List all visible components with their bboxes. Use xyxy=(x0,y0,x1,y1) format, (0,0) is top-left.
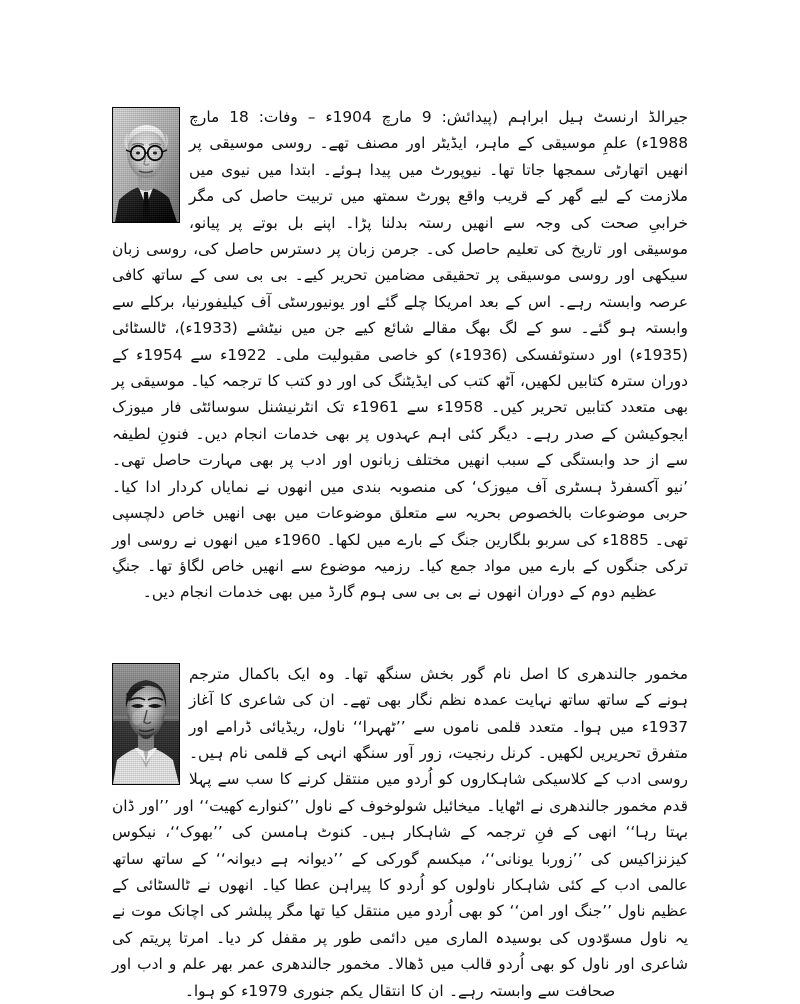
article-makhmoor-jalandhari xyxy=(112,661,688,1004)
portrait-frame xyxy=(113,664,179,784)
article-gerald-abraham xyxy=(112,104,688,606)
article-body-text: مخمور جالندھری کا اصل نام گور بخش سنگھ تھا۔ وہ ایک باکمال مترجم ہونے کے ساتھ ساتھ نہایت عمدہ نظم نگار بھی تھے۔ ان کی شاعری کا آغاز 1937ء میں ہوا۔ متعدد قلمی ناموں سے ’’ٹھہرا‘‘ ناول، ریڈیائی ڈرامے اور متفرق تحریریں لکھیں۔ کرنل رنجیت، زور آور سنگھ انہی کے قلمی نام ہیں۔ روسی ادب کے کلاسیکی شاہکاروں کو اُردو میں منتقل کرنے کا سب سے پہلا قدم مخمور جالندھری نے اٹھایا۔ میخائیل شولوخوف کے ناول ’’کنوارے کھیت‘‘ اور ’’اور ڈان بہتا رہا‘‘ انھی کے فنِ ترجمہ کے شاہکار ہیں۔ کنوٹ ہامسن کی ’’بھوک‘‘، نیکوس کیزنزاکیس کی ’’زوربا یونانی‘‘، میکسم گورکی کے ’’دیوانہ ہے دیوانہ‘‘ کے ساتھ ساتھ عالمی ادب کے کئی شاہکار ناولوں کو اُردو کا پیراہن عطا کیا۔ انھوں نے ٹالسٹائی کے عظیم ناول ’’جنگ اور امن‘‘ کو بھی اُردو میں منتقل کیا تھا مگر پبلشر کی اچانک موت نے یہ ناول مسوّدوں کی بوسیدہ الماری میں دائمی طور پر مقفل کر دیا۔ امرتا پریتم کی شاعری اور ناول کو بھی اُردو قالب میں ڈھالا۔ مخمور جالندھری عمر بھر علم و ادب اور صحافت سے وابستہ رہے۔ ان کا انتقال یکم جنوری 1979ء کو ہوا۔ xyxy=(112,664,688,1000)
portrait-frame xyxy=(113,108,179,222)
page-content-area xyxy=(112,104,689,1000)
portrait-gerald-abraham xyxy=(112,107,180,223)
article-body-text: جیرالڈ ارنسٹ ہیل ابراہم (پیدائش: 9 مارچ 1904ء – وفات: 18 مارچ 1988ء) علمِ موسیقی کے ماہر، ایڈیٹر اور مصنف تھے۔ روسی موسیقی پر انھیں اتھارٹی سمجھا جاتا تھا۔ نیوپورٹ میں پیدا ہوئے۔ ابتدا میں نیوی میں ملازمت کے لیے گھر کے قریب واقع پورٹ سمتھ میں تربیت حاصل کی مگر خرابیِ صحت کی وجہ سے انھیں رستہ بدلنا پڑا۔ اپنے بل بوتے پر پیانو، موسیقی اور تاریخ کی تعلیم حاصل کی۔ جرمن زبان پر دسترس حاصل کی، روسی زبان سیکھی اور روسی موسیقی پر تحقیقی مضامین تحریر کیے۔ بی بی سی کے ساتھ کافی عرصہ وابستہ رہے۔ اس کے بعد امریکا چلے گئے اور یونیورسٹی آف کیلیفورنیا، برکلے سے وابستہ ہو گئے۔ سو کے لگ بھگ مقالے شائع کیے جن میں نیٹشے (1933ء)، ٹالسٹائی (1935ء) اور دستوئفسکی (1936ء) کو خاصی مقبولیت ملی۔ 1922ء سے 1954ء کے دوران سترہ کتابیں لکھیں، آٹھ کتب کی ایڈیٹنگ کی اور دو کتب کا ترجمہ کیا۔ موسیقی پر بھی متعدد کتابیں تحریر کیں۔ 1958ء سے 1961ء تک انٹرنیشنل سوسائٹی فار میوزک ایجوکیشن کے صدر رہے۔ دیگر کئی اہم عہدوں پر بھی خدمات انجام دیں۔ فنونِ لطیفہ سے از حد وابستگی کے سبب انھیں مختلف زبانوں اور ادب پر بھی مہارت حاصل تھی۔ ’نیو آکسفرڈ ہسٹری آف میوزک‘ کی منصوبہ بندی میں انھوں نے نمایاں کردار ادا کیا۔ حربی موضوعات بالخصوص بحریہ سے متعلق موضوعات میں بھی انھیں خاص دلچسپی تھی۔ 1885ء کی سربو بلگارین جنگ کے بارے میں لکھا۔ 1960ء میں انھوں نے روسی اور ترکی جنگوں کے بارے میں مواد جمع کیا۔ رزمیہ موضوع سے انھیں خاص لگاؤ تھا۔ جنگِ عظیم دوم کے دوران انھوں نے بی بی سی ہوم گارڈ میں بھی خدمات انجام دیں۔ xyxy=(112,108,689,602)
portrait-makhmoor-jalandhari xyxy=(112,663,180,785)
